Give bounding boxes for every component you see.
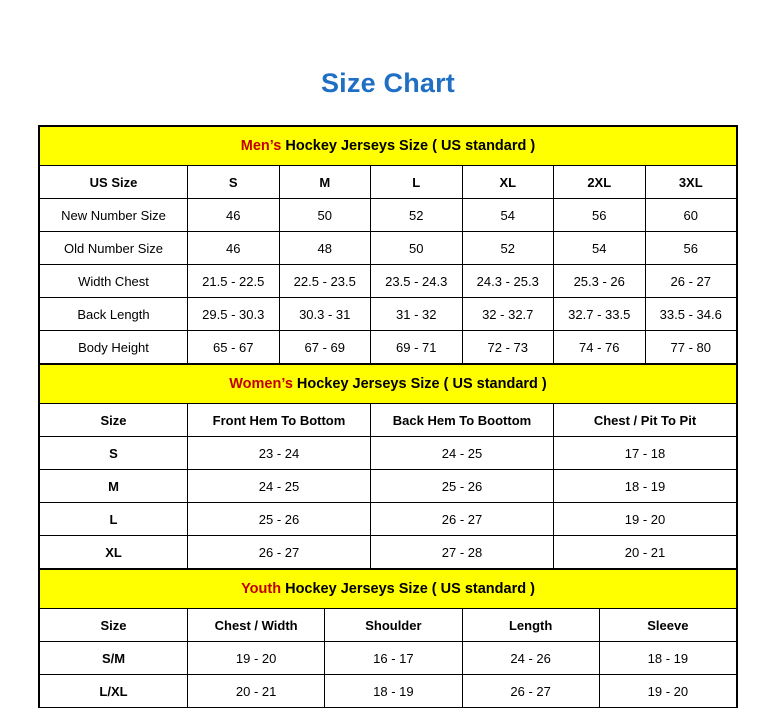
womens-row-1-val-1: 25 - 26: [371, 470, 554, 503]
womens-banner: [40, 365, 737, 404]
youth-row-1-val-0: 20 - 21: [188, 675, 325, 708]
mens-row-2-val-2: 23.5 - 24.3: [371, 265, 463, 298]
table-row: [40, 470, 737, 503]
mens-row-1-val-0: 46: [188, 232, 280, 265]
table-row: [40, 298, 737, 331]
table-row: [40, 331, 737, 364]
mens-banner-row: [40, 127, 737, 166]
mens-row-2-val-3: 24.3 - 25.3: [462, 265, 554, 298]
womens-banner-row: [40, 365, 737, 404]
mens-banner: [40, 127, 737, 166]
mens-row-1-val-2: 50: [371, 232, 463, 265]
mens-size-table: [39, 126, 737, 364]
youth-size-table: [39, 569, 737, 708]
mens-row-3-val-4: 32.7 - 33.5: [554, 298, 646, 331]
mens-row-2-val-5: 26 - 27: [645, 265, 737, 298]
mens-row-4-val-0: 65 - 67: [188, 331, 280, 364]
table-row: [40, 536, 737, 569]
youth-row-0-label: S/M: [40, 642, 188, 675]
size-tables: [38, 125, 738, 708]
table-row: [40, 232, 737, 265]
mens-row-1-label: Old Number Size: [40, 232, 188, 265]
mens-banner-accent: Men’s: [240, 138, 282, 154]
mens-row-0-val-0: 46: [188, 199, 280, 232]
mens-row-1-val-4: 54: [554, 232, 646, 265]
table-row: [40, 265, 737, 298]
youth-row-1-val-1: 18 - 19: [325, 675, 462, 708]
mens-row-3-val-5: 33.5 - 34.6: [645, 298, 737, 331]
womens-size-table: [39, 364, 737, 569]
womens-row-0-val-2: 17 - 18: [554, 437, 737, 470]
youth-col-1: Chest / Width: [188, 609, 325, 642]
mens-row-1-val-3: 52: [462, 232, 554, 265]
mens-row-4-val-5: 77 - 80: [645, 331, 737, 364]
womens-row-0-val-0: 23 - 24: [188, 437, 371, 470]
youth-banner-row: [40, 570, 737, 609]
womens-row-3-val-1: 27 - 28: [371, 536, 554, 569]
mens-row-0-val-1: 50: [279, 199, 371, 232]
mens-header-row: [40, 166, 737, 199]
womens-col-0: Size: [40, 404, 188, 437]
womens-col-1: Front Hem To Bottom: [188, 404, 371, 437]
mens-row-1-val-5: 56: [645, 232, 737, 265]
youth-row-0-val-3: 18 - 19: [599, 642, 736, 675]
mens-row-4-val-2: 69 - 71: [371, 331, 463, 364]
mens-col-3: L: [371, 166, 463, 199]
womens-row-3-val-0: 26 - 27: [188, 536, 371, 569]
mens-row-0-val-3: 54: [462, 199, 554, 232]
womens-row-1-val-0: 24 - 25: [188, 470, 371, 503]
youth-col-3: Length: [462, 609, 599, 642]
womens-row-2-val-1: 26 - 27: [371, 503, 554, 536]
table-row: [40, 503, 737, 536]
mens-row-3-val-0: 29.5 - 30.3: [188, 298, 280, 331]
mens-row-4-val-1: 67 - 69: [279, 331, 371, 364]
mens-row-1-val-1: 48: [279, 232, 371, 265]
table-row: [40, 199, 737, 232]
womens-row-3-label: XL: [40, 536, 188, 569]
mens-row-2-val-1: 22.5 - 23.5: [279, 265, 371, 298]
youth-banner: [40, 570, 737, 609]
youth-banner-accent: Youth: [241, 581, 282, 597]
mens-row-0-val-5: 60: [645, 199, 737, 232]
youth-banner-rest: Hockey Jerseys Size ( US standard ): [281, 581, 535, 597]
mens-row-3-val-2: 31 - 32: [371, 298, 463, 331]
mens-row-4-val-4: 74 - 76: [554, 331, 646, 364]
youth-row-1-val-3: 19 - 20: [599, 675, 736, 708]
womens-row-1-label: M: [40, 470, 188, 503]
mens-col-1: S: [188, 166, 280, 199]
mens-row-2-label: Width Chest: [40, 265, 188, 298]
womens-row-0-label: S: [40, 437, 188, 470]
youth-row-1-val-2: 26 - 27: [462, 675, 599, 708]
womens-col-2: Back Hem To Boottom: [371, 404, 554, 437]
table-row: [40, 437, 737, 470]
womens-row-3-val-2: 20 - 21: [554, 536, 737, 569]
mens-col-5: 2XL: [554, 166, 646, 199]
mens-row-4-val-3: 72 - 73: [462, 331, 554, 364]
mens-col-0: US Size: [40, 166, 188, 199]
mens-row-0-val-2: 52: [371, 199, 463, 232]
womens-row-2-val-0: 25 - 26: [188, 503, 371, 536]
womens-banner-rest: Hockey Jerseys Size ( US standard ): [292, 376, 547, 392]
youth-col-4: Sleeve: [599, 609, 736, 642]
womens-row-2-val-2: 19 - 20: [554, 503, 737, 536]
womens-row-0-val-1: 24 - 25: [371, 437, 554, 470]
youth-col-2: Shoulder: [325, 609, 462, 642]
table-row: [40, 642, 737, 675]
mens-row-2-val-0: 21.5 - 22.5: [188, 265, 280, 298]
youth-row-1-label: L/XL: [40, 675, 188, 708]
mens-row-3-val-3: 32 - 32.7: [462, 298, 554, 331]
mens-row-4-label: Body Height: [40, 331, 188, 364]
youth-row-0-val-0: 19 - 20: [188, 642, 325, 675]
mens-row-0-val-4: 56: [554, 199, 646, 232]
youth-header-row: [40, 609, 737, 642]
mens-row-3-label: Back Length: [40, 298, 188, 331]
youth-row-0-val-1: 16 - 17: [325, 642, 462, 675]
mens-row-0-label: New Number Size: [40, 199, 188, 232]
youth-row-0-val-2: 24 - 26: [462, 642, 599, 675]
womens-header-row: [40, 404, 737, 437]
womens-row-1-val-2: 18 - 19: [554, 470, 737, 503]
womens-row-2-label: L: [40, 503, 188, 536]
womens-col-3: Chest / Pit To Pit: [554, 404, 737, 437]
mens-col-2: M: [279, 166, 371, 199]
mens-col-4: XL: [462, 166, 554, 199]
page-title: Size Chart: [320, 68, 456, 98]
mens-banner-rest: Hockey Jerseys Size ( US standard ): [281, 138, 536, 154]
youth-col-0: Size: [40, 609, 188, 642]
mens-row-2-val-4: 25.3 - 26: [554, 265, 646, 298]
mens-row-3-val-1: 30.3 - 31: [279, 298, 371, 331]
mens-col-6: 3XL: [645, 166, 737, 199]
womens-banner-accent: Women’s: [229, 376, 293, 392]
table-row: [40, 675, 737, 708]
